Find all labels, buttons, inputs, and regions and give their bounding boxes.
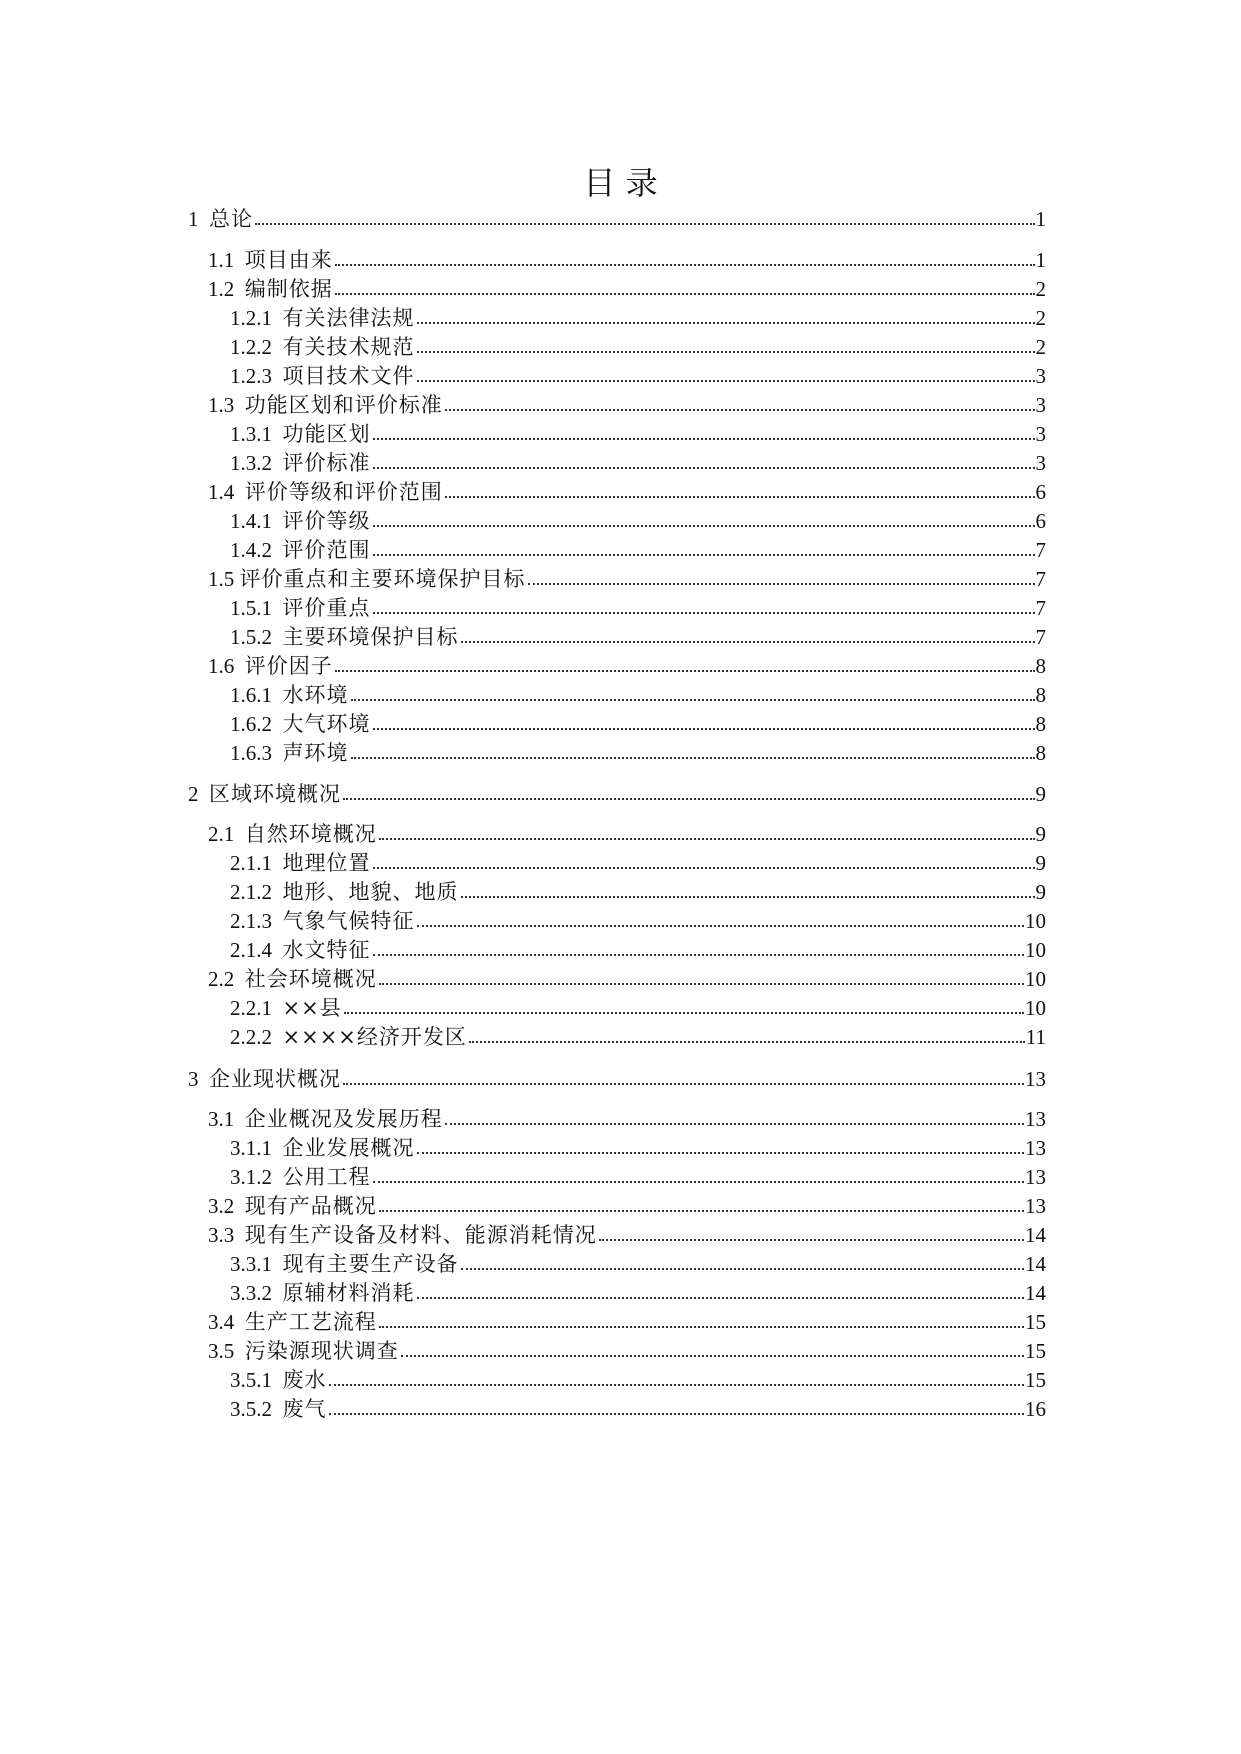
toc-entry-number: 3.2: [208, 1194, 235, 1218]
toc-entry-title: 评价标准: [282, 451, 371, 475]
toc-entry-label: [230, 1138, 415, 1159]
toc-leader-dots: [373, 612, 1035, 614]
toc-leader-dots: [373, 525, 1035, 527]
toc-page-number: 13: [1025, 1165, 1046, 1189]
toc-page-number: 14: [1025, 1223, 1046, 1247]
toc-page-number: 10: [1025, 996, 1046, 1020]
toc-page-number: 3: [1035, 451, 1046, 475]
toc-entry-title: 评价重点: [282, 596, 371, 620]
toc-entry-title: 地理位置: [282, 851, 371, 875]
toc-entry[interactable]: [0, 815, 1046, 845]
toc-entry-label: [188, 1069, 341, 1090]
toc-entry[interactable]: [0, 415, 1046, 445]
toc-page-number: 2: [1035, 335, 1046, 359]
toc-entry-number: 2: [188, 782, 199, 806]
toc-entry[interactable]: [0, 902, 1046, 932]
toc-leader-dots: [344, 1012, 1024, 1014]
toc-entry-label: [208, 656, 333, 677]
toc-entry-number: 1.2.2: [230, 335, 272, 359]
toc-entry[interactable]: [0, 502, 1046, 532]
toc-page-number: 1: [1035, 248, 1046, 272]
toc-entry-label: [230, 882, 459, 903]
toc-leader-dots: [417, 351, 1035, 353]
toc-leader-dots: [379, 1210, 1024, 1212]
toc-entry-title: 项目由来: [244, 248, 333, 272]
toc-page-number: 9: [1035, 822, 1046, 846]
toc-leader-dots: [373, 954, 1025, 956]
toc-entry-number: 1.4.2: [230, 538, 272, 562]
toc-entry-number: 1.3.1: [230, 422, 272, 446]
toc-entry[interactable]: [0, 1100, 1046, 1130]
toc-entry[interactable]: [0, 618, 1046, 648]
toc-page-number: 3: [1035, 393, 1046, 417]
toc-entry-number: 3.3.2: [230, 1281, 272, 1305]
toc-entry[interactable]: [0, 200, 1046, 230]
toc-entry-number: 2.1.1: [230, 851, 272, 875]
toc-entry-label: [230, 598, 371, 619]
toc-page-number: 10: [1025, 909, 1046, 933]
toc-entry[interactable]: [0, 241, 1046, 271]
toc-entry-number: 3.5: [208, 1339, 235, 1363]
toc-entry-number: 3.5.1: [230, 1368, 272, 1392]
toc-page-number: 13: [1025, 1107, 1046, 1131]
toc-entry-label: [208, 1341, 399, 1362]
toc-entry-title: 总论: [209, 207, 253, 231]
toc-entry-title: 评价范围: [282, 538, 371, 562]
toc-entry-number: 1.4.1: [230, 509, 272, 533]
toc-leader-dots: [379, 1326, 1024, 1328]
toc-entry-title: 水文特征: [282, 938, 371, 962]
toc-entry-number: 1.1: [208, 248, 235, 272]
toc-leader-dots: [373, 467, 1035, 469]
toc-entry-number: 2.1: [208, 822, 235, 846]
toc-entry-number: 2.1.2: [230, 880, 272, 904]
toc-entry-number: 1.3.2: [230, 451, 272, 475]
toc-entry-label: [230, 424, 371, 445]
toc-entry-label: [208, 279, 333, 300]
toc-leader-dots: [417, 322, 1035, 324]
toc-entry-title: 水环境: [282, 683, 349, 707]
toc-entry-label: [230, 998, 342, 1019]
toc-entry-label: [208, 1225, 597, 1246]
page-title: 目 录: [583, 164, 658, 202]
toc-leader-dots: [351, 699, 1035, 701]
toc-entry-title: 现有生产设备及材料、能源消耗情况: [244, 1223, 597, 1247]
toc-entry-label: [188, 209, 253, 230]
toc-entry-number: 3: [188, 1067, 199, 1091]
toc-leader-dots: [599, 1239, 1024, 1241]
toc-page-number: 3: [1035, 422, 1046, 446]
toc-leader-dots: [445, 1123, 1024, 1125]
toc-entry-number: 3.1: [208, 1107, 235, 1131]
toc-page-number: 6: [1035, 480, 1046, 504]
toc-leader-dots: [379, 838, 1035, 840]
toc-entry-number: 1.2.1: [230, 306, 272, 330]
toc-entry[interactable]: [0, 1245, 1046, 1275]
toc-page-number: 9: [1035, 851, 1046, 875]
toc-entry[interactable]: [0, 560, 1046, 590]
toc-entry-label: [230, 337, 415, 358]
toc-entry[interactable]: [0, 1361, 1046, 1391]
toc-entry-label: [230, 1027, 467, 1048]
toc-entry-label: [230, 511, 371, 532]
toc-leader-dots: [401, 1355, 1024, 1357]
toc-leader-dots: [335, 264, 1035, 266]
toc-leader-dots: [445, 496, 1035, 498]
toc-entry-title: 主要环境保护目标: [282, 625, 459, 649]
toc-entry[interactable]: [0, 270, 1046, 300]
toc-entry-number: 1.6.2: [230, 712, 272, 736]
toc-entry-title: 企业发展概况: [282, 1136, 415, 1160]
toc-entry-number: 3.3: [208, 1223, 235, 1247]
toc-page-number: 15: [1025, 1310, 1046, 1334]
toc-entry[interactable]: [0, 1303, 1046, 1333]
toc-entry-label: [208, 250, 333, 271]
toc-entry[interactable]: [0, 647, 1046, 677]
toc-entry-number: 1.5: [208, 567, 235, 591]
toc-entry[interactable]: [0, 775, 1046, 805]
toc-page-number: 7: [1035, 538, 1046, 562]
toc-entry[interactable]: [0, 676, 1046, 706]
toc-entry[interactable]: [0, 357, 1046, 387]
toc-leader-dots: [528, 583, 1035, 585]
toc-page-number: 13: [1025, 1067, 1046, 1091]
toc-page-number: 9: [1035, 782, 1046, 806]
toc-entry[interactable]: [0, 844, 1046, 874]
toc-leader-dots: [417, 1297, 1025, 1299]
toc-entry[interactable]: [0, 328, 1046, 358]
toc-entry-title: 生产工艺流程: [244, 1310, 377, 1334]
toc-entry[interactable]: [0, 473, 1046, 503]
toc-entry-title: 评价等级和评价范围: [244, 480, 443, 504]
toc-page-number: 15: [1025, 1368, 1046, 1392]
toc-entry-title: 声环境: [282, 741, 349, 765]
toc-entry[interactable]: [0, 931, 1046, 961]
toc-leader-dots: [373, 1181, 1025, 1183]
toc-entry-number: 2.2.2: [230, 1025, 272, 1049]
toc-entry-label: [230, 308, 415, 329]
toc-entry-label: [230, 743, 349, 764]
toc-entry-label: [230, 1167, 371, 1188]
toc-entry-number: 2.1.4: [230, 938, 272, 962]
toc-entry-title: 大气环境: [282, 712, 371, 736]
toc-entry-label: [188, 784, 341, 805]
toc-entry-title: 地形、地貌、地质: [282, 880, 459, 904]
toc-page-number: 8: [1035, 712, 1046, 736]
toc-entry-title: 污染源现状调查: [244, 1339, 399, 1363]
toc-entry-number: 3.1.1: [230, 1136, 272, 1160]
toc-entry[interactable]: [0, 1274, 1046, 1304]
toc-entry[interactable]: [0, 989, 1046, 1019]
toc-page-number: 16: [1025, 1397, 1046, 1421]
toc-leader-dots: [373, 438, 1035, 440]
toc-page-number: 3: [1035, 364, 1046, 388]
toc-entry-title: 公用工程: [282, 1165, 371, 1189]
toc-entry[interactable]: [0, 1216, 1046, 1246]
toc-entry-label: [230, 1254, 459, 1275]
toc-entry-title: 评价等级: [282, 509, 371, 533]
toc-entry-label: [230, 853, 371, 874]
toc-entry-number: 1.5.2: [230, 625, 272, 649]
toc-entry[interactable]: [0, 589, 1046, 619]
toc-leader-dots: [417, 1152, 1025, 1154]
toc-entry[interactable]: [0, 386, 1046, 416]
toc-entry-title: ××××经济开发区: [282, 1025, 467, 1049]
toc-entry[interactable]: [0, 1018, 1046, 1048]
toc-entry-title: 项目技术文件: [282, 364, 415, 388]
toc-entry-title: 有关技术规范: [282, 335, 415, 359]
toc-page-number: 13: [1025, 1136, 1046, 1160]
toc-entry-title: 废水: [282, 1368, 327, 1392]
toc-leader-dots: [373, 554, 1035, 556]
toc-entry-label: [208, 969, 377, 990]
toc-entry-title: 现有产品概况: [244, 1194, 377, 1218]
toc-page-number: 10: [1025, 938, 1046, 962]
toc-entry[interactable]: [0, 531, 1046, 561]
toc-page-number: 9: [1035, 880, 1046, 904]
toc-entry-label: [230, 1370, 327, 1391]
toc-leader-dots: [461, 641, 1035, 643]
toc-page-number: 14: [1025, 1281, 1046, 1305]
toc-leader-dots: [329, 1413, 1025, 1415]
toc-leader-dots: [445, 409, 1035, 411]
toc-entry-title: 原辅材料消耗: [282, 1281, 415, 1305]
toc-entry-number: 2.2.1: [230, 996, 272, 1020]
toc-page-number: 11: [1025, 1025, 1046, 1049]
toc-entry-label: [208, 824, 377, 845]
toc-entry-label: [208, 482, 443, 503]
toc-entry-label: [208, 569, 526, 590]
toc-entry-label: [230, 1399, 327, 1420]
toc-page-number: 13: [1025, 1194, 1046, 1218]
toc-entry[interactable]: [0, 444, 1046, 474]
toc-leader-dots: [335, 293, 1035, 295]
toc-entry-label: [230, 540, 371, 561]
toc-entry-title: 区域环境概况: [209, 782, 341, 806]
toc-entry-number: 1.3: [208, 393, 235, 417]
toc-leader-dots: [417, 925, 1025, 927]
toc-page-number: 6: [1035, 509, 1046, 533]
toc-entry[interactable]: [0, 1390, 1046, 1420]
toc-entry-title: 功能区划: [282, 422, 371, 446]
toc-entry-label: [208, 395, 443, 416]
toc-entry[interactable]: [0, 1158, 1046, 1188]
toc-entry-title: 气象气候特征: [282, 909, 415, 933]
toc-entry-title: 现有主要生产设备: [282, 1252, 459, 1276]
toc-leader-dots: [343, 1083, 1024, 1085]
toc-entry[interactable]: [0, 1332, 1046, 1362]
toc-entry-title: 企业现状概况: [209, 1067, 341, 1091]
toc-entry-label: [208, 1196, 377, 1217]
toc-leader-dots: [417, 380, 1035, 382]
toc-entry-number: 1.2.3: [230, 364, 272, 388]
toc-entry[interactable]: [0, 960, 1046, 990]
toc-entry-label: [230, 1283, 415, 1304]
toc-entry-number: 1.2: [208, 277, 235, 301]
toc-entry[interactable]: [0, 734, 1046, 764]
toc-entry-number: 2.1.3: [230, 909, 272, 933]
toc-entry-number: 3.5.2: [230, 1397, 272, 1421]
toc-entry-title: 自然环境概况: [244, 822, 377, 846]
toc-entry[interactable]: [0, 1060, 1046, 1090]
toc-entry[interactable]: [0, 1187, 1046, 1217]
toc-entry[interactable]: [0, 705, 1046, 735]
toc-entry-label: [230, 627, 459, 648]
toc-entry-label: [230, 911, 415, 932]
toc-entry-title: ××县: [282, 996, 342, 1020]
toc-leader-dots: [343, 798, 1035, 800]
toc-entry-number: 1: [188, 207, 199, 231]
toc-page-number: 7: [1035, 625, 1046, 649]
toc-entry-title: 功能区划和评价标准: [244, 393, 443, 417]
toc-entry-title: 企业概况及发展历程: [244, 1107, 443, 1131]
toc-page-number: 8: [1035, 741, 1046, 765]
toc-page-number: 2: [1035, 306, 1046, 330]
toc-entry-title: 编制依据: [244, 277, 333, 301]
toc-entry-label: [230, 940, 371, 961]
toc-entry[interactable]: [0, 873, 1046, 903]
toc-entry-number: 1.5.1: [230, 596, 272, 620]
toc-page-number: 8: [1035, 683, 1046, 707]
toc-entry-title: 社会环境概况: [244, 967, 377, 991]
toc-leader-dots: [373, 867, 1035, 869]
toc-entry-title: 评价因子: [244, 654, 333, 678]
toc-entry-label: [230, 714, 371, 735]
toc-page-number: 1: [1035, 207, 1046, 231]
toc-entry-number: 1.6.1: [230, 683, 272, 707]
toc-entry[interactable]: [0, 1129, 1046, 1159]
toc-entry-label: [208, 1109, 443, 1130]
toc-entry-title: 有关法律法规: [282, 306, 415, 330]
toc-entry-number: 3.3.1: [230, 1252, 272, 1276]
toc-leader-dots: [379, 983, 1024, 985]
toc-leader-dots: [329, 1384, 1025, 1386]
toc-page-number: 14: [1025, 1252, 1046, 1276]
toc-leader-dots: [255, 223, 1035, 225]
toc-entry-title: 评价重点和主要环境保护目标: [239, 567, 526, 591]
toc-page-number: 7: [1035, 567, 1046, 591]
toc-leader-dots: [461, 896, 1035, 898]
toc-leader-dots: [461, 1268, 1025, 1270]
toc-entry-number: 1.6.3: [230, 741, 272, 765]
toc-entry[interactable]: [0, 299, 1046, 329]
toc-leader-dots: [335, 670, 1035, 672]
toc-page-number: 8: [1035, 654, 1046, 678]
toc-page-number: 2: [1035, 277, 1046, 301]
toc-page-number: 10: [1025, 967, 1046, 991]
toc-entry-label: [208, 1312, 377, 1333]
toc-entry-number: 3.1.2: [230, 1165, 272, 1189]
toc-leader-dots: [469, 1041, 1025, 1043]
toc-entry-label: [230, 366, 415, 387]
toc-entry-number: 1.4: [208, 480, 235, 504]
toc-leader-dots: [351, 757, 1035, 759]
toc-leader-dots: [373, 728, 1035, 730]
toc-entry-title: 废气: [282, 1397, 327, 1421]
toc-entry-number: 2.2: [208, 967, 235, 991]
toc-entry-label: [230, 685, 349, 706]
toc-page-number: 15: [1025, 1339, 1046, 1363]
toc-entry-number: 3.4: [208, 1310, 235, 1334]
toc-entry-label: [230, 453, 371, 474]
toc-page-number: 7: [1035, 596, 1046, 620]
toc-entry-number: 1.6: [208, 654, 235, 678]
